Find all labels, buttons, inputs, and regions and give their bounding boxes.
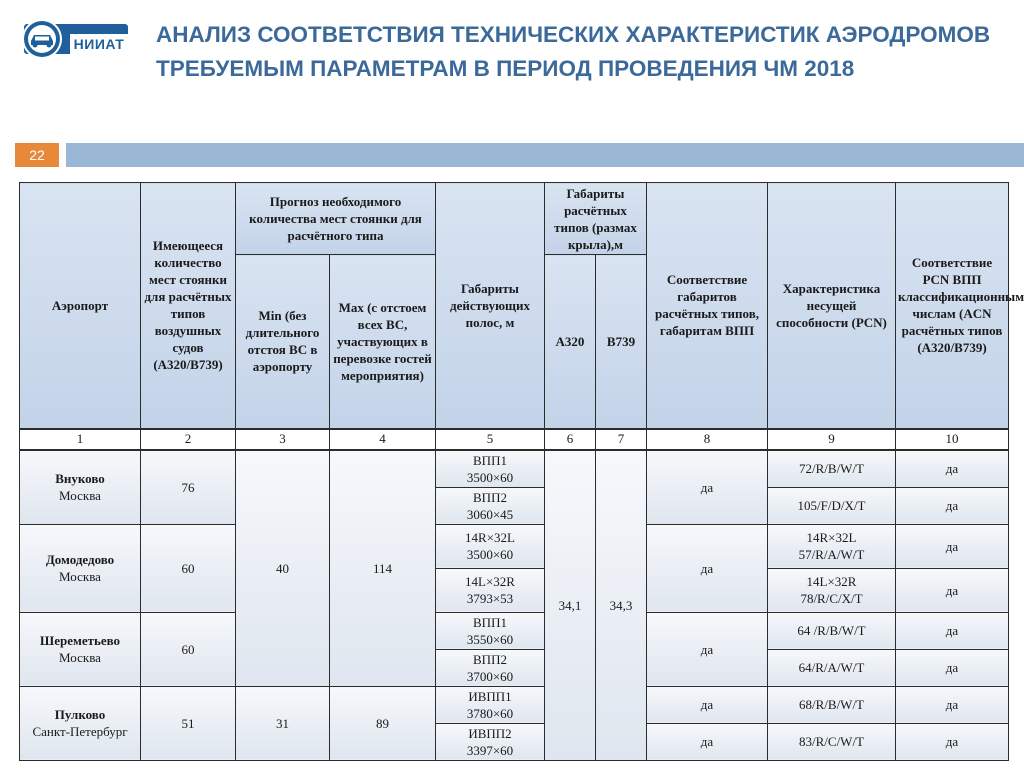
header-divider-bar	[66, 143, 1024, 167]
pcn-match: да	[896, 450, 1009, 488]
table-row-vnukovo-1	[20, 450, 1009, 488]
runway-dims: 3397×60	[466, 742, 514, 758]
pcn-match: да	[896, 723, 1009, 760]
runway-cell	[436, 568, 545, 612]
dims-match: да	[647, 524, 768, 612]
runway-name: ВПП1	[473, 452, 507, 468]
runway-cell	[436, 524, 545, 568]
column-number: 7	[596, 429, 647, 450]
column-number-row	[20, 429, 1009, 450]
runway-name: ВПП2	[473, 651, 507, 667]
runway-name: 14L×32R	[465, 574, 515, 589]
dims-match: да	[647, 686, 768, 723]
runway-cell	[436, 612, 545, 649]
airport-cell-domodedovo	[20, 524, 141, 612]
pcn-match: да	[896, 487, 1009, 524]
runway-name: ИВПП1	[468, 688, 512, 704]
airport-city: Москва	[59, 488, 101, 503]
runway-name: ВПП2	[473, 489, 507, 505]
header-pcn-match: Соответствие PCN ВПП классификационным числам (ACN расчётных типов (A320/B739)	[896, 183, 1009, 429]
airport-name: Домодедово	[45, 552, 115, 567]
runway-dims: 3780×60	[466, 705, 514, 721]
runway-cell	[436, 649, 545, 686]
airport-cell-pulkovo	[20, 686, 141, 760]
existing-count: 60	[141, 612, 236, 686]
dims-match: да	[647, 723, 768, 760]
dims-match: да	[647, 450, 768, 525]
runway-dims: 3700×60	[466, 668, 514, 684]
header-airport: Аэропорт	[20, 183, 141, 429]
airport-name: Пулково	[54, 707, 106, 722]
column-number: 2	[141, 429, 236, 450]
runway-cell	[436, 487, 545, 524]
airport-name: Внуково	[55, 471, 105, 486]
pcn-match: да	[896, 568, 1009, 612]
pcn-value: 105/F/D/X/T	[768, 487, 896, 524]
airport-analysis-table	[19, 182, 1024, 761]
pcn-cell	[768, 568, 896, 612]
pcn-value: 83/R/C/W/T	[768, 723, 896, 760]
dims-match: да	[647, 612, 768, 686]
niiat-logo	[18, 14, 130, 62]
header-b739: B739	[596, 255, 647, 429]
table-row-sheremetyevo-1	[20, 612, 1009, 649]
header-a320: A320	[545, 255, 596, 429]
runway-dims: 3500×60	[466, 469, 514, 485]
pcn-match: да	[896, 524, 1009, 568]
header-min: Min (без длительного отстоя ВС в аэропорту	[236, 255, 330, 429]
runway-dims: 3500×60	[466, 547, 514, 562]
pcn-value: 78/R/C/X/T	[800, 591, 863, 606]
column-number: 8	[647, 429, 768, 450]
wingspan-a320: 34,1	[545, 450, 596, 761]
header-forecast: Прогноз необходимого количества мест стоянки для расчётного типа	[236, 183, 436, 255]
pcn-match: да	[896, 612, 1009, 649]
page-number-badge: 22	[15, 143, 59, 167]
min-pulkovo: 31	[236, 686, 330, 760]
logo-text: НИИАТ	[70, 34, 128, 54]
column-number: 5	[436, 429, 545, 450]
page-title: АНАЛИЗ СООТВЕТСТВИЯ ТЕХНИЧЕСКИХ ХАРАКТЕРИСТИК АЭРОДРОМОВ ТРЕБУЕМЫМ ПАРАМЕТРАМ В ПЕРИОД ПРОВЕДЕНИЯ ЧМ 2018	[156, 22, 991, 81]
runway-dims: 3793×53	[466, 591, 514, 606]
header-pcn: Характеристика несущей способности (PCN)	[768, 183, 896, 429]
runway-name: ВПП1	[473, 614, 507, 630]
runway-name: ИВПП2	[468, 725, 512, 741]
column-number: 1	[20, 429, 141, 450]
header-existing: Имеющееся количество мест стоянки для расчётных типов воздушных судов (A320/B739)	[141, 183, 236, 429]
runway-cell	[436, 723, 545, 760]
wingspan-b739: 34,3	[596, 450, 647, 761]
runway-name: 14R×32L	[465, 530, 515, 545]
table-row-pulkovo-1	[20, 686, 1009, 723]
header-type-dims: Габариты расчётных типов (размах крыла),м	[545, 183, 647, 255]
header-dims-match: Соответствие габаритов расчётных типов, габаритам ВПП	[647, 183, 768, 429]
existing-count: 60	[141, 524, 236, 612]
pcn-cell	[768, 524, 896, 568]
existing-count: 76	[141, 450, 236, 525]
airport-name: Шереметьево	[39, 633, 121, 648]
pcn-match: да	[896, 686, 1009, 723]
pcn-value: 57/R/A/W/T	[798, 547, 865, 562]
column-number: 10	[896, 429, 1009, 450]
column-number: 4	[330, 429, 436, 450]
table-row-domodedovo-1	[20, 524, 1009, 568]
runway-dims: 3550×60	[466, 631, 514, 647]
header-runway-dims: Габариты действующих полос, м	[436, 183, 545, 429]
runway-dims: 3060×45	[466, 506, 514, 522]
max-moscow: 114	[330, 450, 436, 687]
max-pulkovo: 89	[330, 686, 436, 760]
pcn-value: 72/R/B/W/T	[768, 450, 896, 488]
existing-count: 51	[141, 686, 236, 760]
table-header-row	[20, 183, 1009, 255]
runway-cell	[436, 686, 545, 723]
runway-cell	[436, 450, 545, 488]
airport-cell-vnukovo	[20, 450, 141, 525]
min-moscow: 40	[236, 450, 330, 687]
airport-city: Санкт-Петербург	[32, 724, 128, 739]
pcn-value: 64/R/A/W/T	[768, 649, 896, 686]
airport-city: Москва	[59, 569, 101, 584]
pcn-runway-code: 14L×32R	[806, 574, 857, 589]
airport-cell-sheremetyevo	[20, 612, 141, 686]
airport-city: Москва	[59, 650, 101, 665]
header-max: Max (с отстоем всех ВС, участвующих в перевозке гостей мероприятия)	[330, 255, 436, 429]
pcn-match: да	[896, 649, 1009, 686]
column-number: 9	[768, 429, 896, 450]
pcn-runway-code: 14R×32L	[806, 530, 857, 545]
column-number: 3	[236, 429, 330, 450]
column-number: 6	[545, 429, 596, 450]
pcn-value: 64 /R/B/W/T	[768, 612, 896, 649]
pcn-value: 68/R/B/W/T	[768, 686, 896, 723]
